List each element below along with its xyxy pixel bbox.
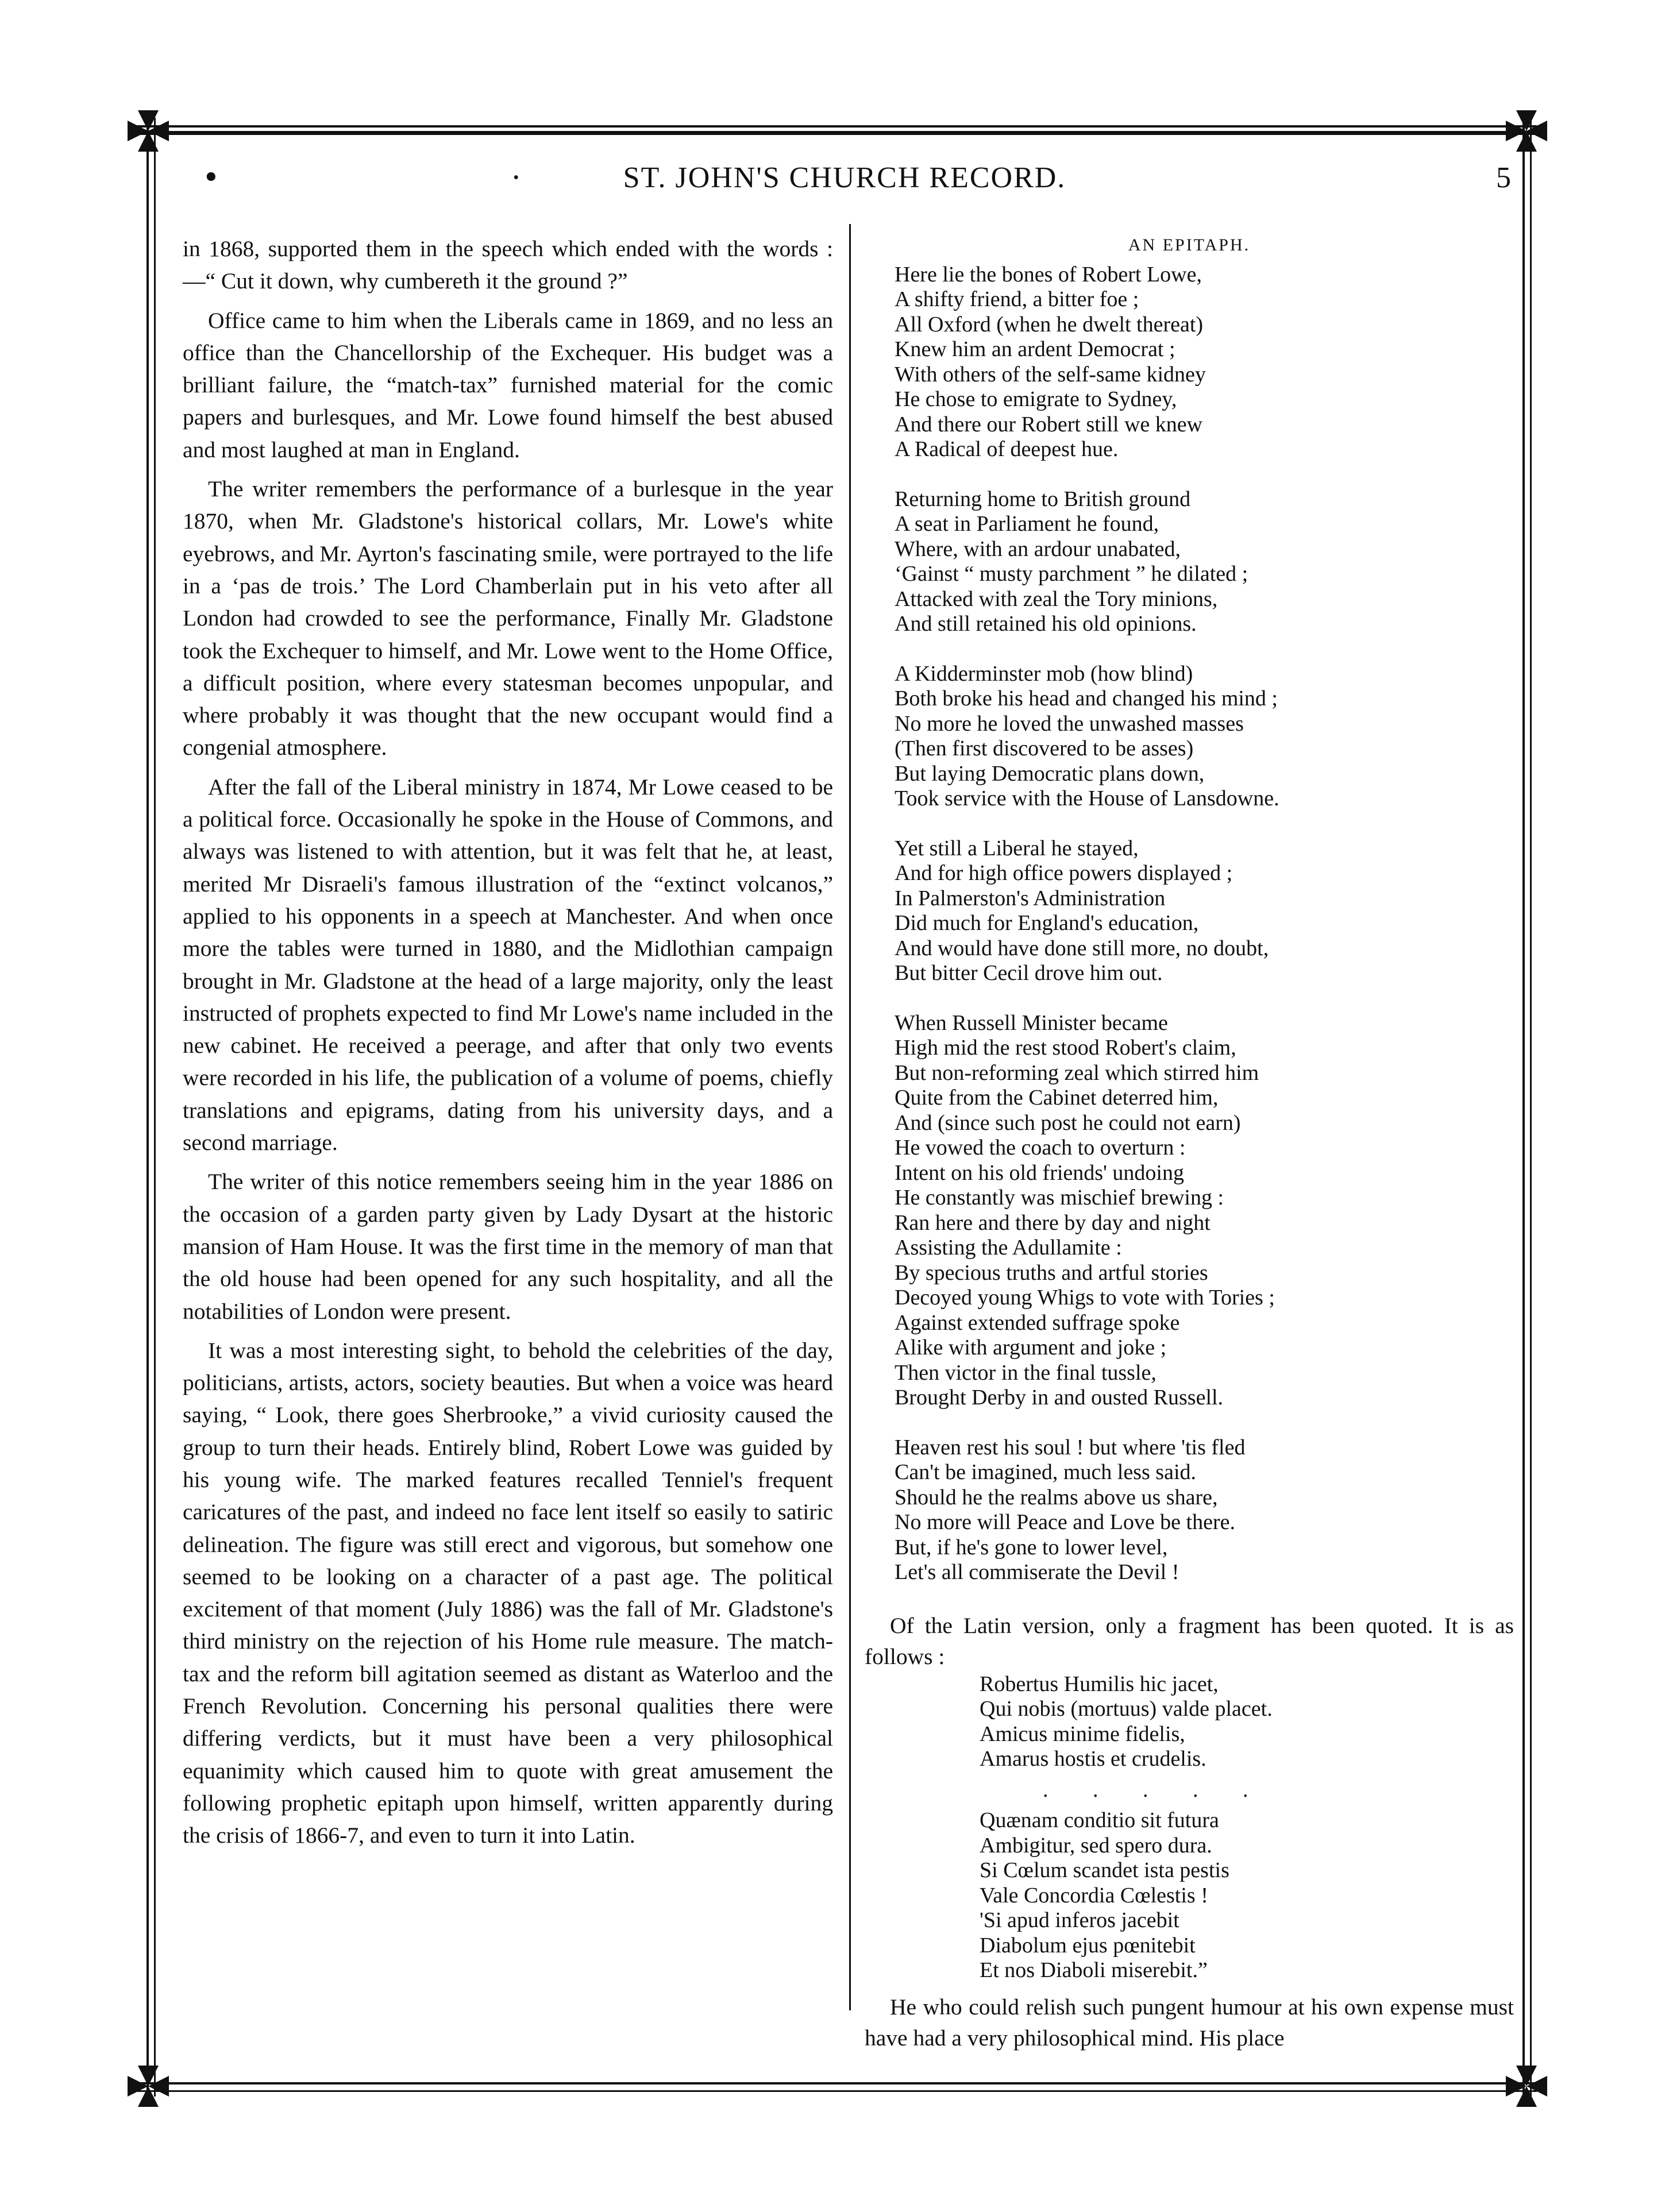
poem-line: Yet still a Liberal he stayed, xyxy=(895,836,1139,860)
poem-line: With others of the self-same kidney xyxy=(895,362,1206,387)
poem-line: But, if he's gone to lower level, xyxy=(895,1535,1168,1559)
header-dot: • xyxy=(202,161,220,195)
border-top-rule xyxy=(135,125,1537,133)
poem-stanza xyxy=(895,487,1514,637)
poem-stanza xyxy=(895,836,1514,986)
epitaph-heading: AN EPITAPH. xyxy=(1128,236,1251,254)
page-header xyxy=(172,161,1517,195)
latin-intro: Of the Latin version, only a fragment has been quoted. It is as follows : xyxy=(865,1612,1514,1669)
poem-line: Heaven rest his soul ! but where 'tis fled xyxy=(895,1435,1246,1460)
border-right-rule-inner xyxy=(1530,118,1532,2097)
latin-line: 'Si apud inferos jacebit xyxy=(980,1908,1179,1932)
poem-line: Then victor in the final tussle, xyxy=(895,1360,1157,1385)
poem-line: Took service with the House of Lansdowne. xyxy=(895,786,1279,810)
page-number: 5 xyxy=(1496,161,1511,194)
latin-line: Amicus minime fidelis, xyxy=(980,1721,1185,1746)
maltese-cross-icon xyxy=(125,108,171,154)
poem-line: High mid the rest stood Robert's claim, xyxy=(895,1036,1236,1060)
poem-line: And there our Robert still we knew xyxy=(895,412,1203,437)
latin-line: Vale Concordia Cœlestis ! xyxy=(980,1883,1208,1908)
latin-stanza xyxy=(980,1808,1514,1983)
closing-paragraph: He who could relish such pungent humour at his own expense must have had a very philosophical mind. His place xyxy=(865,1994,1514,2051)
poem-line: And (since such post he could not earn) xyxy=(895,1110,1241,1135)
poem-line: Did much for England's education, xyxy=(895,911,1199,935)
poem-line: Ran here and there by day and night xyxy=(895,1210,1211,1235)
border-bottom-rule-inner xyxy=(135,2090,1537,2092)
right-column xyxy=(865,233,1514,2053)
paragraph: Office came to him when the Liberals came in 1869, and no less an office than the Chancellorship of the Exchequer. His budget was a brilliant failure, the “match-tax” furnished material for the comic papers and burlesques, and Mr. Lowe found himself the best abused and most laughed at man in England. xyxy=(183,307,833,462)
poem-line: Let's all commiserate the Devil ! xyxy=(895,1560,1179,1584)
poem-line: Returning home to British ground xyxy=(895,487,1191,511)
poem-stanza xyxy=(895,262,1514,462)
poem-line: Brought Derby in and ousted Russell. xyxy=(895,1385,1224,1410)
maltese-cross-icon xyxy=(1504,2063,1549,2109)
maltese-cross-icon xyxy=(1504,108,1549,154)
poem-line: Assisting the Adullamite : xyxy=(895,1236,1122,1260)
poem-line: ‘Gainst “ musty parchment ” he dilated ; xyxy=(895,562,1248,586)
latin-stanza xyxy=(980,1672,1514,1772)
latin-poem xyxy=(980,1672,1514,1983)
epitaph-poem xyxy=(895,262,1514,1585)
poem-line: Decoyed young Whigs to vote with Tories ; xyxy=(895,1285,1275,1310)
column-divider xyxy=(849,224,851,2010)
poem-line: Attacked with zeal the Tory minions, xyxy=(895,586,1218,611)
latin-line: Qui nobis (mortuus) valde placet. xyxy=(980,1697,1273,1721)
poem-stanza xyxy=(895,1011,1514,1411)
page-title: ST. JOHN'S CHURCH RECORD. xyxy=(623,161,1066,194)
poem-line: Alike with argument and joke ; xyxy=(895,1335,1167,1360)
poem-line: A Kidderminster mob (how blind) xyxy=(895,661,1193,686)
poem-line: Quite from the Cabinet deterred him, xyxy=(895,1086,1219,1110)
latin-line: Amarus hostis et crudelis. xyxy=(980,1747,1206,1771)
border-right-rule xyxy=(1522,118,1525,2097)
poem-line: And still retained his old opinions. xyxy=(895,612,1197,636)
poem-stanza xyxy=(895,1435,1514,1585)
poem-line: He vowed the coach to overturn : xyxy=(895,1136,1186,1160)
poem-line: He constantly was mischief brewing : xyxy=(895,1186,1224,1210)
poem-line: Can't be imagined, much less said. xyxy=(895,1460,1197,1484)
poem-line: No more will Peace and Love be there. xyxy=(895,1510,1235,1534)
poem-line: A Radical of deepest hue. xyxy=(895,437,1119,461)
poem-line: Intent on his old friends' undoing xyxy=(895,1160,1184,1185)
poem-line: Here lie the bones of Robert Lowe, xyxy=(895,262,1202,287)
paragraph: The writer remembers the performance of a burlesque in the year 1870, when Mr. Gladstone's historical collars, Mr. Lowe's white eyebrows, and Mr. Ayrton's fascinating smile, were portrayed to the life in a ‘pas de trois.’ The Lord Chamberlain put in his veto after all London had crowded to see the performance, Finally Mr. Gladstone took the Exchequer to himself, and Mr. Lowe went to the Home Office, a difficult position, where every statesman becomes unpopular, and where probably it was thought that the new occupant would find a congenial atmosphere. xyxy=(183,476,833,761)
poem-line: But laying Democratic plans down, xyxy=(895,761,1205,786)
poem-line: Should he the realms above us share, xyxy=(895,1485,1218,1510)
poem-line: Both broke his head and changed his mind ; xyxy=(895,686,1278,711)
poem-line: When Russell Minister became xyxy=(895,1010,1168,1035)
poem-line: But bitter Cecil drove him out. xyxy=(895,961,1163,985)
latin-line: Ambigitur, sed spero dura. xyxy=(980,1833,1212,1858)
maltese-cross-icon xyxy=(125,2063,171,2109)
border-bottom-rule xyxy=(135,2082,1537,2084)
poem-line: In Palmerston's Administration xyxy=(895,886,1166,910)
poem-stanza xyxy=(895,662,1514,812)
border-top-rule-inner xyxy=(135,133,1537,135)
poem-line: No more he loved the unwashed masses xyxy=(895,711,1244,736)
latin-ellipsis: . . . . . xyxy=(1043,1777,1268,1802)
latin-line: Et nos Diaboli miserebit.” xyxy=(980,1958,1208,1982)
poem-line: He chose to emigrate to Sydney, xyxy=(895,387,1177,411)
poem-line: Knew him an ardent Democrat ; xyxy=(895,337,1175,361)
latin-line: Si Cœlum scandet ista pestis xyxy=(980,1858,1229,1882)
poem-line: Against extended suffrage spoke xyxy=(895,1310,1180,1335)
poem-line: All Oxford (when he dwelt thereat) xyxy=(895,312,1204,337)
poem-line: (Then first discovered to be asses) xyxy=(895,736,1194,761)
poem-line: And for high office powers displayed ; xyxy=(895,861,1233,885)
poem-line: By specious truths and artful stories xyxy=(895,1260,1208,1285)
poem-line: And would have done still more, no doubt, xyxy=(895,936,1269,960)
paragraph: in 1868, supported them in the speech which ended with the words :—“ Cut it down, why cumbereth it the ground ?” xyxy=(183,236,833,294)
paragraph: After the fall of the Liberal ministry in 1874, Mr Lowe ceased to be a political force. Occasionally he spoke in the House of Commons, and always was listened to with attention, but it was felt that he, at least, merited Mr Disraeli's famous illustration of the “extinct volcanos,” applied to his opponents in a speech at Manchester. And when once more the tables were turned in 1880, and the Midlothian campaign brought in Mr. Gladstone at the head of a large majority, only the least instructed of prophets expected to find Mr Lowe's name included in the new cabinet. He received a peerage, and after that only two events were recorded in his life, the publication of a volume of poems, chiefly translations and epigrams, dating from his university days, and a second marriage. xyxy=(183,774,833,1156)
paragraph: The writer of this notice remembers seeing him in the year 1886 on the occasion of a garden party given by Lady Dysart at the historic mansion of Ham House. It was the first time in the memory of man that the old house had been opened for any such hospitality, and all the notabilities of London were present. xyxy=(183,1169,833,1324)
left-column xyxy=(183,233,833,1859)
poem-line: A shifty friend, a bitter foe ; xyxy=(895,287,1139,311)
latin-line: Robertus Humilis hic jacet, xyxy=(980,1671,1219,1696)
latin-line: Quænam conditio sit futura xyxy=(980,1808,1219,1832)
paragraph: It was a most interesting sight, to behold the celebrities of the day, politicians, artists, actors, society beauties. But when a voice was heard saying, “ Look, there goes Sherbrooke,” a vivid curiosity caused the group to turn their heads. Entirely blind, Robert Lowe was guided by his young wife. The marked features recalled Tenniel's frequent caricatures of the past, and indeed no face lent itself so easily to satiric delineation. The figure was still erect and vigorous, but somehow one seemed to be looking on a character of a past age. The political excitement of that moment (July 1886) was the fall of Mr. Gladstone's third ministry on the rejection of his Home rule measure. The match-tax and the reform bill agitation seemed as distant as Waterloo and the French Revolution. Concerning his personal qualities there were differing verdicts, but it must have been a very philosophical equanimity which caused him to quote with great amusement the following prophetic epitaph upon himself, written apparently during the crisis of 1866-7, and even to turn it into Latin. xyxy=(183,1337,833,1848)
poem-line: A seat in Parliament he found, xyxy=(895,512,1159,536)
poem-line: But non-reforming zeal which stirred him xyxy=(895,1060,1259,1085)
border-left-rule-inner xyxy=(154,118,156,2097)
poem-line: Where, with an ardour unabated, xyxy=(895,536,1181,561)
latin-line: Diabolum ejus pœnitebit xyxy=(980,1933,1196,1958)
border-left-rule xyxy=(147,118,149,2097)
header-dot: · xyxy=(511,161,521,195)
